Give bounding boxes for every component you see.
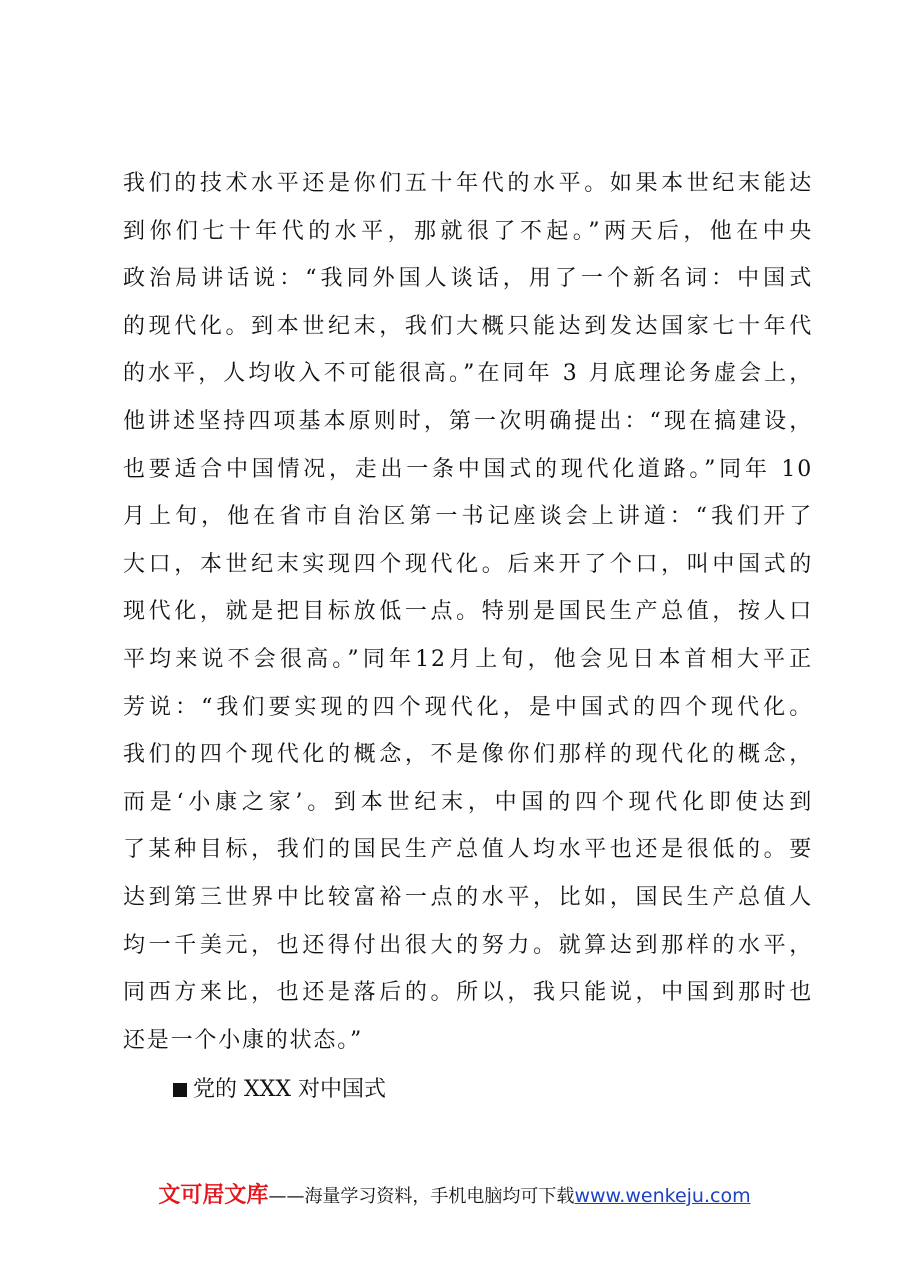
section-heading <box>173 1068 386 1112</box>
square-bullet-icon <box>173 1083 187 1097</box>
text-line: 他讲述坚持四项基本原则时，第一次明确提出：“现在搞建设， <box>123 408 813 434</box>
text-line: 我们的四个现代化的概念，不是像你们那样的现代化的概念， <box>123 742 813 768</box>
text-line: 而是‘小康之家’。到本世纪末，中国的四个现代化即使达到 <box>123 789 813 815</box>
text-line: 同西方来比，也还是落后的。所以，我只能说，中国到那时也 <box>123 980 813 1006</box>
text-line: 政治局讲话说：“我同外国人谈话，用了一个新名词：中国式 <box>123 266 813 292</box>
text-line: 的水平，人均收入不可能很高。”在同年 3 月底理论务虚会上， <box>123 361 813 387</box>
footer-slogan: ——海量学习资料，手机电脑均可下载 <box>268 1186 575 1207</box>
text-line: 的现代化。到本世纪末，我们大概只能达到发达国家七十年代 <box>123 313 813 339</box>
section-heading-text: 党的 XXX 对中国式 <box>193 1077 386 1102</box>
text-line: 到你们七十年代的水平，那就很了不起。”两天后，他在中央 <box>123 218 813 244</box>
text-line: 了某种目标，我们的国民生产总值人均水平也还是很低的。要 <box>123 837 813 863</box>
text-line: 芳说：“我们要实现的四个现代化，是中国式的四个现代化。 <box>123 694 813 720</box>
text-line: 月上旬，他在省市自治区第一书记座谈会上讲道：“我们开了 <box>123 504 813 530</box>
text-line: 我们的技术水平还是你们五十年代的水平。如果本世纪末能达 <box>123 171 813 196</box>
text-line-last: 还是一个小康的状态。” <box>123 1027 364 1053</box>
text-line: 也要适合中国情况，走出一条中国式的现代化道路。”同年 10 <box>123 456 813 482</box>
text-line: 均一千美元，也还得付出很大的努力。就算达到那样的水平， <box>123 932 813 958</box>
footer-brand: 文可居文库 <box>158 1183 269 1208</box>
footer-banner <box>0 1180 909 1213</box>
text-line: 平均来说不会很高。”同年12月上旬，他会见日本首相大平正 <box>123 646 813 672</box>
body-text <box>123 160 813 1064</box>
text-line: 达到第三世界中比较富裕一点的水平，比如，国民生产总值人 <box>123 884 813 910</box>
text-line: 现代化，就是把目标放低一点。特别是国民生产总值，按人口 <box>123 599 813 625</box>
footer-url-link[interactable]: www.wenkeju.com <box>574 1185 751 1207</box>
text-line: 大口，本世纪末实现四个现代化。后来开了个口，叫中国式的 <box>123 551 813 577</box>
